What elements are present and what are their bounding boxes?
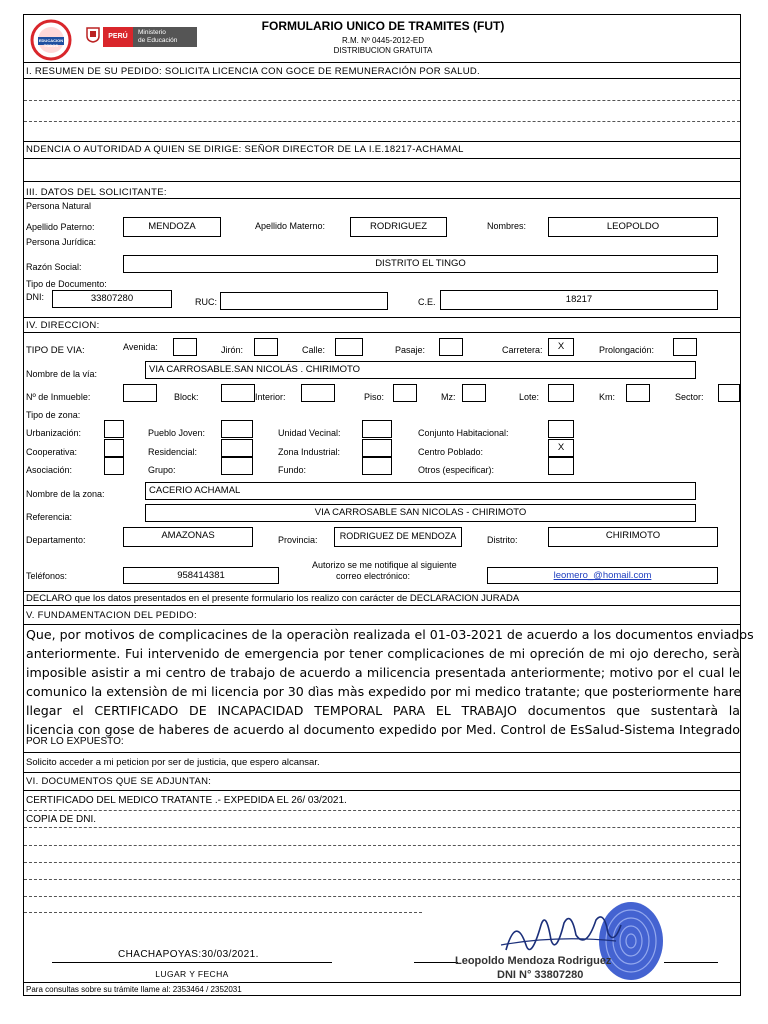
piso-label: Piso: [364,392,385,402]
distrito-field[interactable]: CHIRIMOTO [548,527,718,547]
fundamentacion-line: Que, por motivos de complicacines de la operaciòn realizada el 01-03-2021 de acuerdo a los documentos enviados [26,627,754,642]
asociacion-label: Asociación: [26,465,73,475]
grupo-label: Grupo: [148,465,176,475]
block-label: Block: [174,392,199,402]
km-label: Km: [599,392,616,402]
jiron-checkbox[interactable] [254,338,278,356]
telefonos-label: Teléfonos: [26,571,68,581]
telefono-field[interactable]: 958414381 [123,567,279,584]
grupo-checkbox[interactable] [221,457,253,475]
calle-label: Calle: [302,345,326,355]
fundamentacion-line: anteriormente. Fui intervenido de emergencia por tener complicaciones de mi opreción de mi ojo derecho, serà [26,646,740,661]
dni-field[interactable]: 33807280 [52,290,172,308]
ruc-field[interactable] [220,292,388,310]
declaracion-jurada: DECLARO que los datos presentados en el presente formulario los realizo con carácter de DECLARACION JURADA [26,593,520,604]
documento-2: COPIA DE DNI. [26,814,97,825]
section-3-title: III. DATOS DEL SOLICITANTE: [26,187,167,198]
residencial-checkbox[interactable] [221,439,253,457]
por-lo-expuesto: POR LO EXPUESTO: [26,736,124,747]
mz-label: Mz: [441,392,456,402]
piso-field[interactable] [393,384,417,402]
nombres-label: Nombres: [487,221,527,231]
interior-field[interactable] [301,384,335,402]
section-5-title: V. FUNDAMENTACION DEL PEDIDO: [26,610,197,621]
fundamentacion-line: licencia con gose de haberes de acuerdo al documento expedido por Med. Control de EsSalud-Sistema Integrado [26,722,740,737]
inmueble-field[interactable] [123,384,157,402]
razon-social-field[interactable]: DISTRITO EL TINGO [123,255,718,273]
urbanizacion-checkbox[interactable] [104,420,124,438]
tipo-via-label: TIPO DE VIA: [26,345,85,356]
km-field[interactable] [626,384,650,402]
otros-checkbox[interactable] [548,457,574,475]
fundo-label: Fundo: [278,465,307,475]
tipo-zona-label: Tipo de zona: [26,410,81,420]
ce-label: C.E. [418,297,436,307]
logo-badge-text: EDUCACION TODOS [38,38,64,48]
consultas-text: Para consultas sobre su trámite llame al: 2353464 / 2352031 [26,985,242,994]
peru-flag-block: PERÚ [103,27,133,47]
resolution-number: R.M. Nº 0445-2012-ED [341,36,425,45]
nombre-zona-field[interactable]: CACERIO ACHAMAL [145,482,696,500]
correo-label-line1: Autorizo se me notifique al siguiente [312,560,457,570]
distrito-label: Distrito: [487,535,518,545]
dni-label: DNI: [26,292,44,302]
cooperativa-label: Cooperativa: [26,447,78,457]
asociacion-checkbox[interactable] [104,457,124,475]
nombre-via-label: Nombre de la vía: [26,369,98,379]
lugar-fecha-value: CHACHAPOYAS:30/03/2021. [118,949,259,960]
calle-checkbox[interactable] [335,338,363,356]
correo-field[interactable]: leomero_@homail.com [487,567,718,584]
section-6-title: VI. DOCUMENTOS QUE SE ADJUNTAN: [26,776,212,787]
razon-social-label: Razón Social: [26,262,82,272]
distribution-note: DISTRIBUCION GRATUITA [333,46,433,55]
prolongacion-checkbox[interactable] [673,338,697,356]
apellido-materno-field[interactable]: RODRIGUEZ [350,217,447,237]
tipo-documento-label: Tipo de Documento: [26,279,107,289]
solicito-text: Solicito acceder a mi peticion por ser de justicia, que espero alcansar. [26,757,320,768]
nombre-zona-label: Nombre de la zona: [26,489,105,499]
section-4-title: IV. DIRECCION: [26,320,100,331]
apellido-paterno-label: Apellido Paterno: [26,222,95,232]
persona-juridica-label: Persona Jurídica: [26,237,97,247]
apellido-paterno-field[interactable]: MENDOZA [123,217,221,237]
section-2-authority: NDENCIA O AUTORIDAD A QUIEN SE DIRIGE: SEÑOR DIRECTOR DE LA I.E.18217-ACHAMAL [26,144,464,155]
ruc-label: RUC: [195,297,217,307]
unidad-vecinal-checkbox[interactable] [362,420,392,438]
conjunto-checkbox[interactable] [548,420,574,438]
carretera-label: Carretera: [502,345,543,355]
unidad-vecinal-label: Unidad Vecinal: [278,428,341,438]
pueblo-joven-label: Pueblo Joven: [148,428,206,438]
sector-field[interactable] [718,384,740,402]
persona-natural-label: Persona Natural [26,201,92,211]
jiron-label: Jirón: [221,345,244,355]
nombres-field[interactable]: LEOPOLDO [548,217,718,237]
provincia-label: Provincia: [278,535,318,545]
conjunto-label: Conjunto Habitacional: [418,428,509,438]
centro-poblado-label: Centro Poblado: [418,447,484,457]
fundo-checkbox[interactable] [362,457,392,475]
zona-industrial-label: Zona Industrial: [278,447,341,457]
carretera-checkbox[interactable]: X [548,338,574,356]
correo-label-line2: correo electrónico: [336,571,411,581]
departamento-label: Departamento: [26,535,86,545]
section-1-summary: I. RESUMEN DE SU PEDIDO: SOLICITA LICENCIA CON GOCE DE REMUNERACIÓN POR SALUD. [26,66,480,77]
lugar-fecha-label: LUGAR Y FECHA [155,969,229,979]
ce-field[interactable]: 18217 [440,290,718,310]
departamento-field[interactable]: AMAZONAS [123,527,253,547]
pasaje-checkbox[interactable] [439,338,463,356]
block-field[interactable] [221,384,255,402]
lote-field[interactable] [548,384,574,402]
pueblo-joven-checkbox[interactable] [221,420,253,438]
provincia-field[interactable]: RODRIGUEZ DE MENDOZA [334,527,462,547]
lote-label: Lote: [519,392,540,402]
mz-field[interactable] [462,384,486,402]
nombre-via-field[interactable]: VIA CARROSABLE.SAN NICOLÁS . CHIRIMOTO [145,361,696,379]
apellido-materno-label: Apellido Materno: [255,221,326,231]
fundamentacion-line: llegar el CERTIFICADO DE INCAPACIDAD TEMPORAL PARA EL TRABAJO documentos que sustentarà la [26,703,740,718]
fundamentacion-line: comunico la extensiòn de mi licencia por 30 dìas màs expedido por mi medico tratante; que posteriormente hare [26,684,742,699]
inmueble-label: Nº de Inmueble: [26,392,91,402]
zona-industrial-checkbox[interactable] [362,439,392,457]
centro-poblado-checkbox[interactable]: X [548,439,574,457]
cooperativa-checkbox[interactable] [104,439,124,457]
fundamentacion-text [26,625,754,739]
firma-nombre: Leopoldo Mendoza Rodriguez [455,955,612,967]
fundamentacion-line: imposible asistir a mi centro de trabajo de acuerdo a milicencia presentada anteriormente; motivo por el cual le [26,665,740,680]
residencial-label: Residencial: [148,447,198,457]
urbanizacion-label: Urbanización: [26,428,82,438]
ministry-block: Ministerio de Educación [133,27,197,47]
avenida-label: Avenida: [123,342,158,352]
documento-1: CERTIFICADO DEL MEDICO TRATANTE .- EXPEDIDA EL 26/ 03/2021. [26,795,347,806]
pasaje-label: Pasaje: [395,345,426,355]
referencia-label: Referencia: [26,512,73,522]
sector-label: Sector: [675,392,704,402]
otros-label: Otros (especificar): [418,465,495,475]
firma-dni: DNI N° 33807280 [497,969,584,981]
interior-label: Interior: [255,392,286,402]
referencia-field[interactable]: VIA CARROSABLE SAN NICOLAS - CHIRIMOTO [145,504,696,522]
prolongacion-label: Prolongación: [599,345,655,355]
avenida-checkbox[interactable] [173,338,197,356]
form-title: FORMULARIO UNICO DE TRAMITES (FUT) [261,19,505,33]
